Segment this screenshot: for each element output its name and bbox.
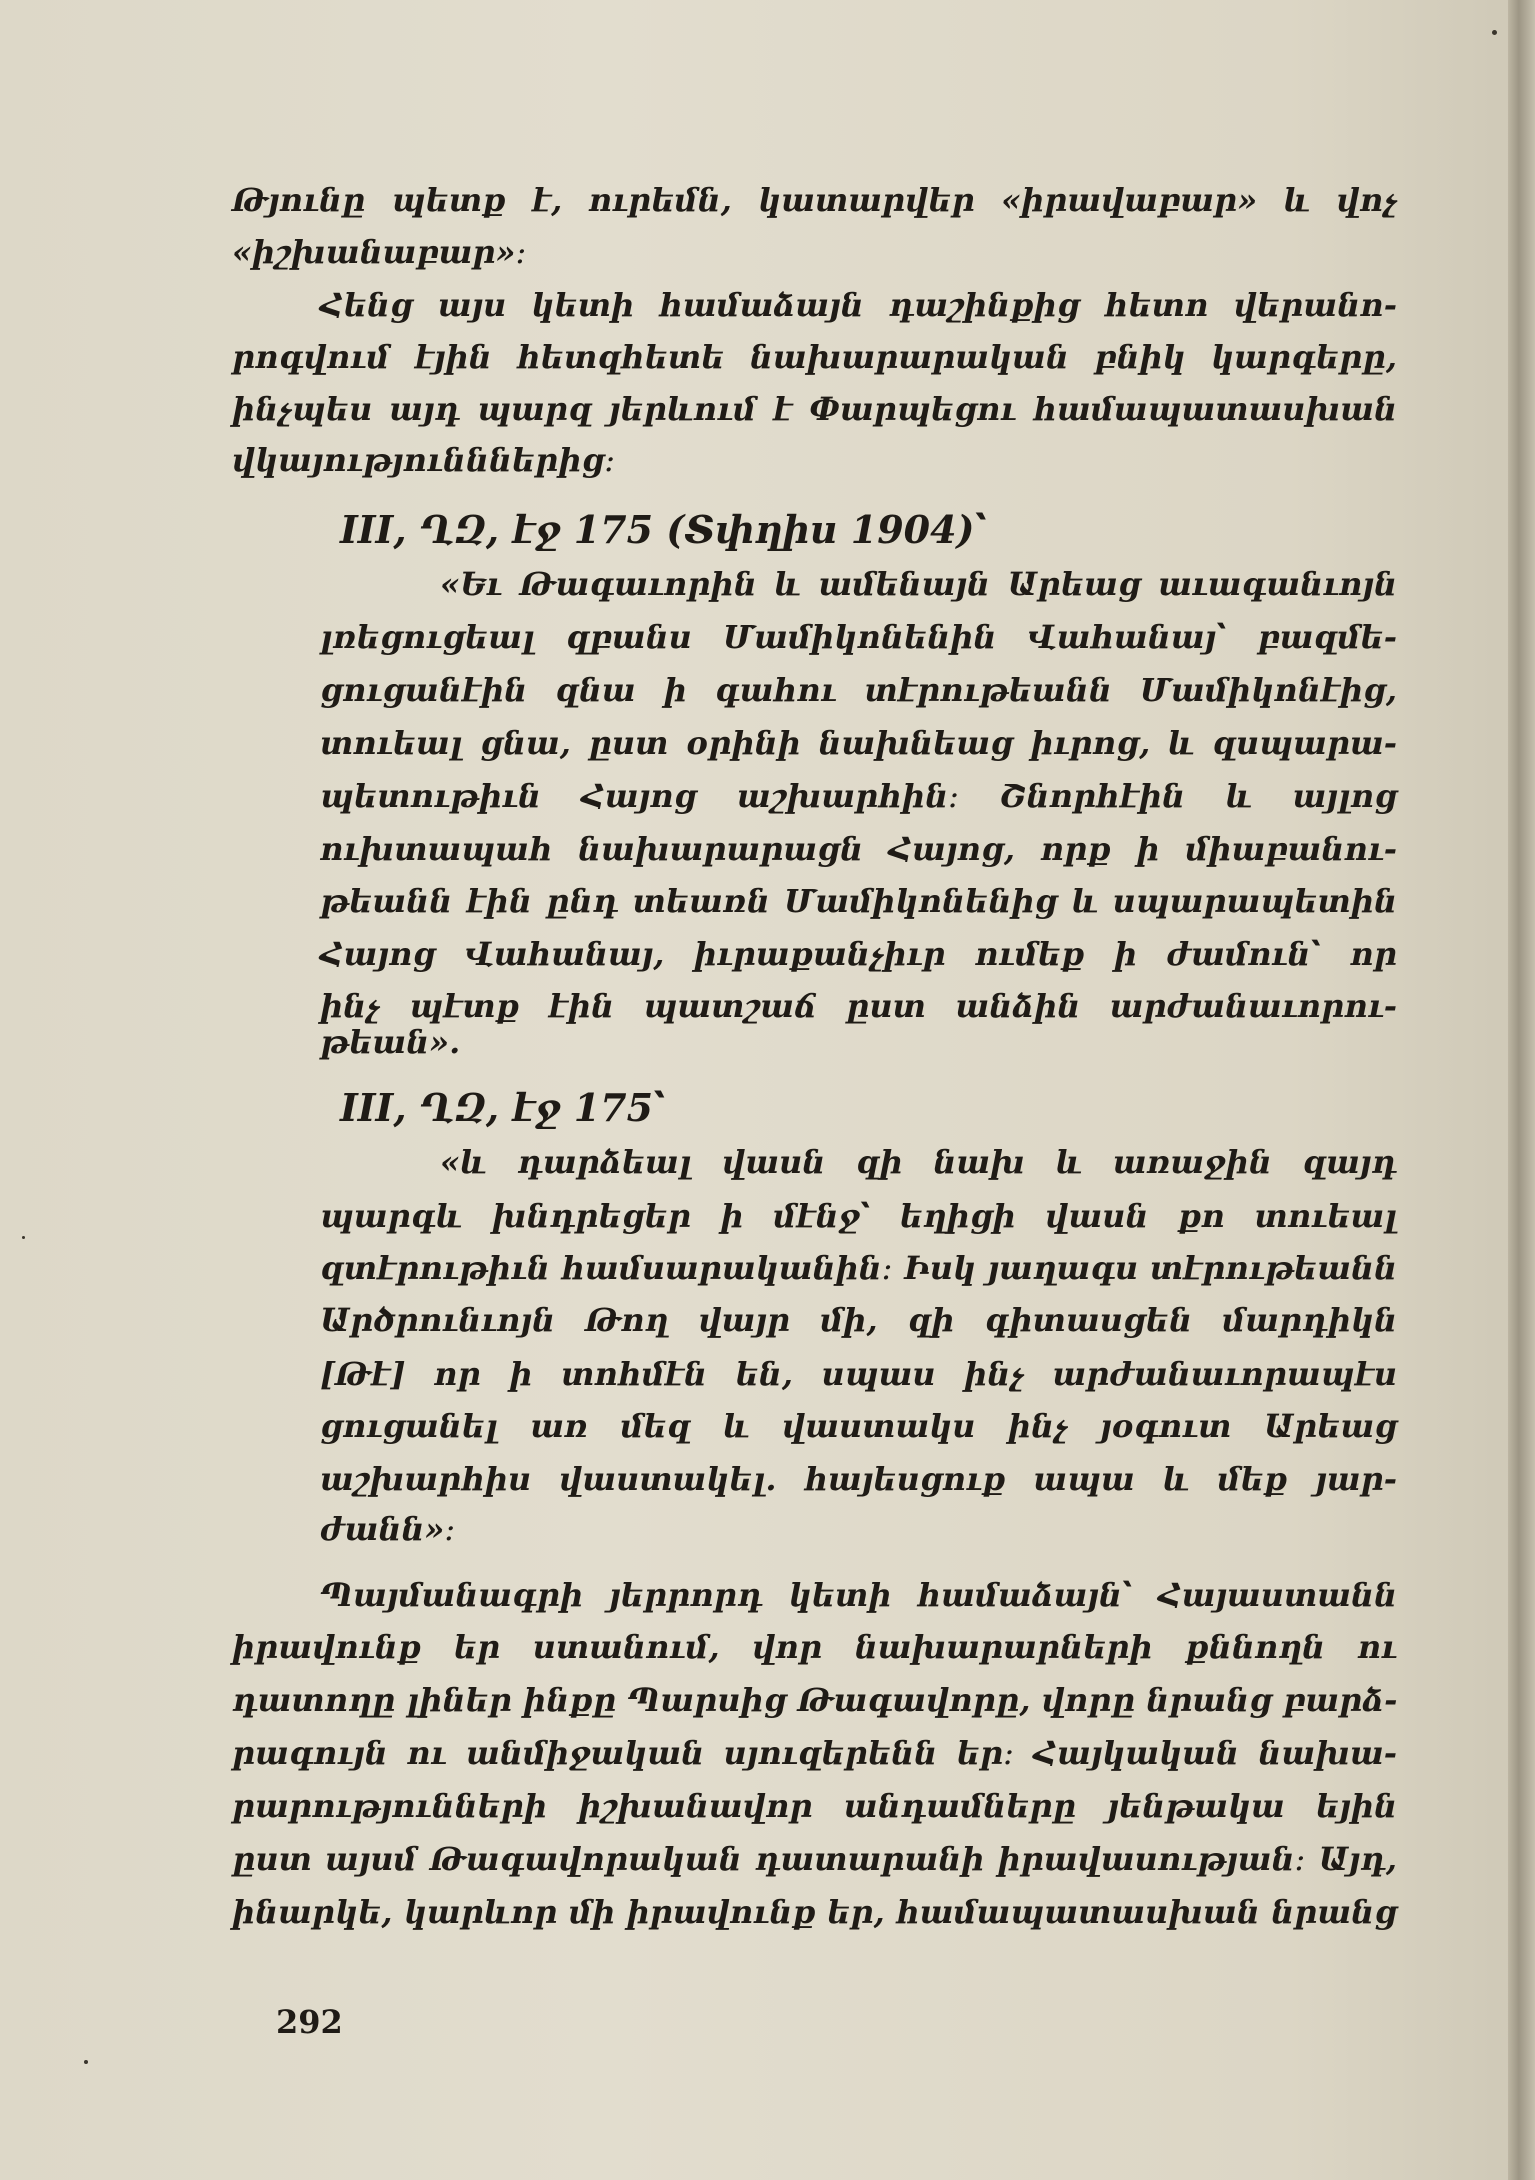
quote-line: «Եւ Թագաւորին և ամենայն Արեաց աւագանւոյն: [440, 565, 1397, 603]
citation-heading: III, ՂԶ, էջ 175՝: [340, 1085, 666, 1130]
quote-line: աշխարհիս վաստակել. հայեսցուք ապա և մեք յար-: [320, 1460, 1397, 1498]
quote-line: ինչ պէտք էին պատշաճ ըստ անձին արժանաւորու-: [320, 987, 1397, 1025]
quote-line: պետութիւն Հայոց աշխարհին։ Շնորհէին և այլոց: [320, 777, 1397, 815]
paragraph-line: դատողը լիներ ինքը Պարսից Թագավորը, վորը նրանց բարձ-: [232, 1681, 1398, 1719]
paragraph-line: վկայությունններից։: [232, 441, 616, 479]
paragraph-line: Թյունը պետք է, ուրեմն, կատարվեր «իրավաբար» և վոչ: [232, 181, 1397, 219]
quote-line: զտէրութիւն համսարականին։ Իսկ յաղագս տէրութեանն: [320, 1249, 1397, 1287]
quote-line: տուեալ ցնա, ըստ օրինի նախնեաց իւրոց, և զսպարա-: [320, 724, 1397, 762]
citation-heading: III, ՂԶ, էջ 175 (Տփղիս 1904)՝: [340, 507, 987, 552]
quote-line: ուխտապահ նախարարացն Հայոց, որք ի միաբանու-: [320, 830, 1397, 868]
quote-line: ցուցանել առ մեզ և վաստակս ինչ յօգուտ Արեաց: [320, 1407, 1397, 1445]
paragraph-line: րագույն ու անմիջական սյուզերենն եր։ Հայկական նախա-: [232, 1734, 1397, 1772]
quote-line: Հայոց Վահանայ, իւրաքանչիւր ումեք ի ժամուն՝ որ: [320, 935, 1397, 973]
paragraph-line: ինարկե, կարևոր մի իրավունք եր, համապատասխան նրանց: [232, 1893, 1397, 1931]
paragraph-line: ըստ այսմ Թագավորական դատարանի իրավասության։ Այդ,: [232, 1840, 1397, 1878]
page-number: 292: [276, 2003, 343, 2041]
paragraph-line: Հենց այս կետի համաձայն դաշինքից հետո վերանո-: [320, 286, 1397, 324]
quote-line: ժանն»։: [320, 1510, 456, 1548]
paragraph-line: «իշխանաբար»։: [232, 233, 527, 271]
paragraph-line: րարությունների իշխանավոր անդամները յենթակա եյին: [232, 1787, 1397, 1825]
quote-line: Արծրունւոյն Թող վայր մի, զի գիտասցեն մարդիկն: [320, 1301, 1397, 1339]
paragraph-line: ինչպես այդ պարզ յերևում է Փարպեցու համապատասխան: [232, 390, 1397, 428]
quote-line: թեան».: [320, 1023, 461, 1061]
quote-line: ցուցանէին զնա ի գահու տէրութեանն Մամիկոնէից,: [320, 671, 1397, 709]
quote-line: [Թէ] որ ի տոհմէն են, սպաս ինչ արժանաւորապէս: [320, 1355, 1397, 1393]
quote-line: թեանն էին ընդ տեառն Մամիկոնենից և սպարապետին: [320, 882, 1397, 920]
quote-line: լռեցուցեալ զբանս Մամիկոնենին Վահանայ՝ բազմե-: [320, 618, 1397, 656]
paragraph-line: րոգվում էյին հետզհետե նախարարական բնիկ կարգերը,: [232, 338, 1397, 376]
quote-line: պարգև խնդրեցեր ի մէնջ՝ եղիցի վասն քո տուեալ: [320, 1197, 1397, 1235]
paragraph-line: Պայմանագրի յերրորդ կետի համաձայն՝ Հայաստանն: [320, 1576, 1397, 1614]
quote-line: «և դարձեալ վասն զի նախ և առաջին զայդ: [440, 1143, 1397, 1181]
paragraph-line: իրավունք եր ստանում, վոր նախարարների քննողն ու: [232, 1628, 1397, 1666]
